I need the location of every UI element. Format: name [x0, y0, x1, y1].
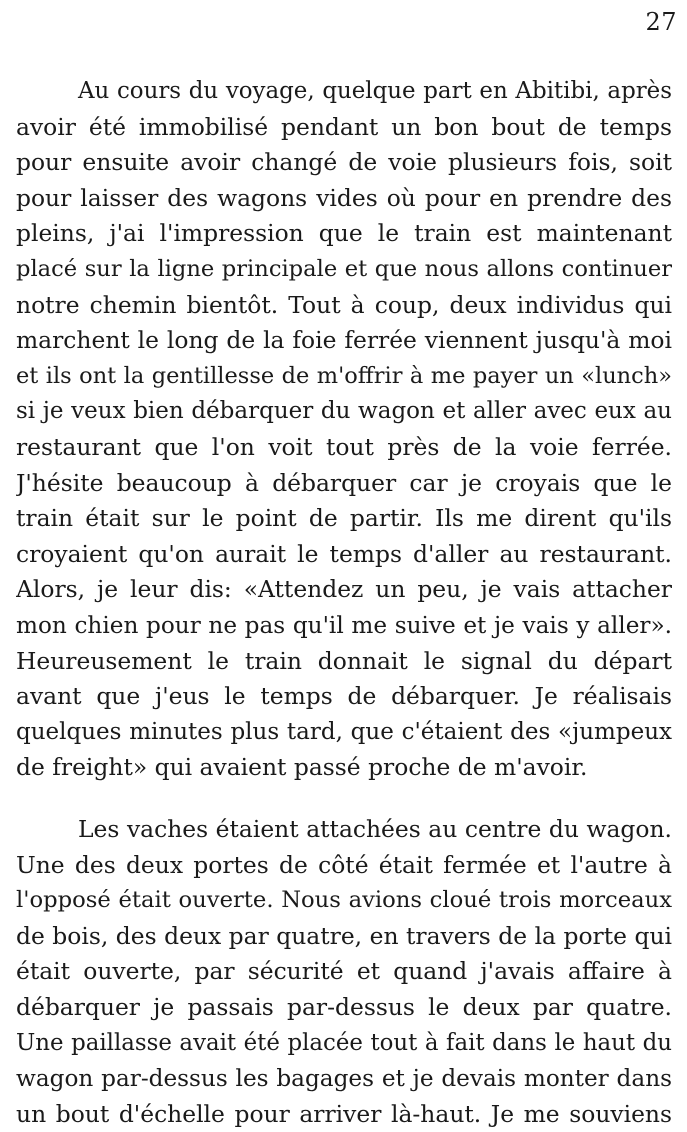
text-line: un bout d'échelle pour arriver là-haut. Je me souviens	[16, 1099, 672, 1128]
text-line: si je veux bien débarquer du wagon et aller avec eux au	[16, 398, 672, 425]
paragraph-2	[16, 812, 672, 1132]
page-number: 27	[645, 8, 677, 36]
text-line: train était sur le point de partir. Ils me dirent qu'ils	[16, 504, 672, 533]
text-line: avant que j'eus le temps de débarquer. Je réalisais	[16, 682, 672, 711]
text-line: restaurant que l'on voit tout près de la voie ferrée.	[16, 432, 672, 461]
text-line: pour ensuite avoir changé de voie plusieurs fois, soit	[16, 148, 672, 177]
text-line: de bois, des deux par quatre, en travers de la porte qui	[16, 921, 672, 950]
text-line: quelques minutes plus tard, que c'étaient des «jumpeux	[16, 718, 672, 745]
text-line: Les vaches étaient attachées au centre du wagon.	[78, 815, 672, 843]
text-line: et ils ont la gentillesse de m'offrir à me payer un «lunch»	[16, 362, 672, 389]
text-line: marchent le long de la foie ferrée viennent jusqu'à moi	[16, 326, 672, 355]
text-line: était ouverte, par sécurité et quand j'avais affaire à	[16, 957, 672, 986]
text-line: Une des deux portes de côté était fermée et l'autre à	[16, 850, 672, 879]
paragraph-1	[16, 74, 672, 786]
text-line: notre chemin bientôt. Tout à coup, deux individus qui	[16, 290, 672, 319]
text-line: pleins, j'ai l'impression que le train est maintenant	[16, 219, 672, 248]
text-line: avoir été immobilisé pendant un bon bout de temps	[16, 112, 672, 141]
text-line: débarquer je passais par-dessus le deux par quatre.	[16, 992, 672, 1021]
text-line: wagon par-dessus les bagages et je devais monter dans	[16, 1065, 672, 1093]
text-line: J'hésite beaucoup à débarquer car je croyais que le	[16, 468, 672, 497]
text-line: croyaient qu'on aurait le temps d'aller au restaurant.	[16, 539, 672, 568]
text-line: l'opposé était ouverte. Nous avions cloué trois morceaux	[16, 887, 672, 914]
text-line: Une paillasse avait été placée tout à fait dans le haut du	[16, 1029, 672, 1056]
text-line: Heureusement le train donnait le signal du départ	[16, 646, 672, 675]
text-line: pour laisser des wagons vides où pour en prendre des	[16, 183, 672, 212]
text-line: Alors, je leur dis: «Attendez un peu, je vais attacher	[16, 575, 672, 604]
text-line: placé sur la ligne principale et que nous allons continuer	[16, 255, 672, 282]
text-line: de freight» qui avaient passé proche de m'avoir.	[16, 753, 588, 782]
text-line: mon chien pour ne pas qu'il me suive et je vais y aller».	[16, 611, 672, 639]
text-line: Au cours du voyage, quelque part en Abitibi, après	[78, 78, 672, 104]
